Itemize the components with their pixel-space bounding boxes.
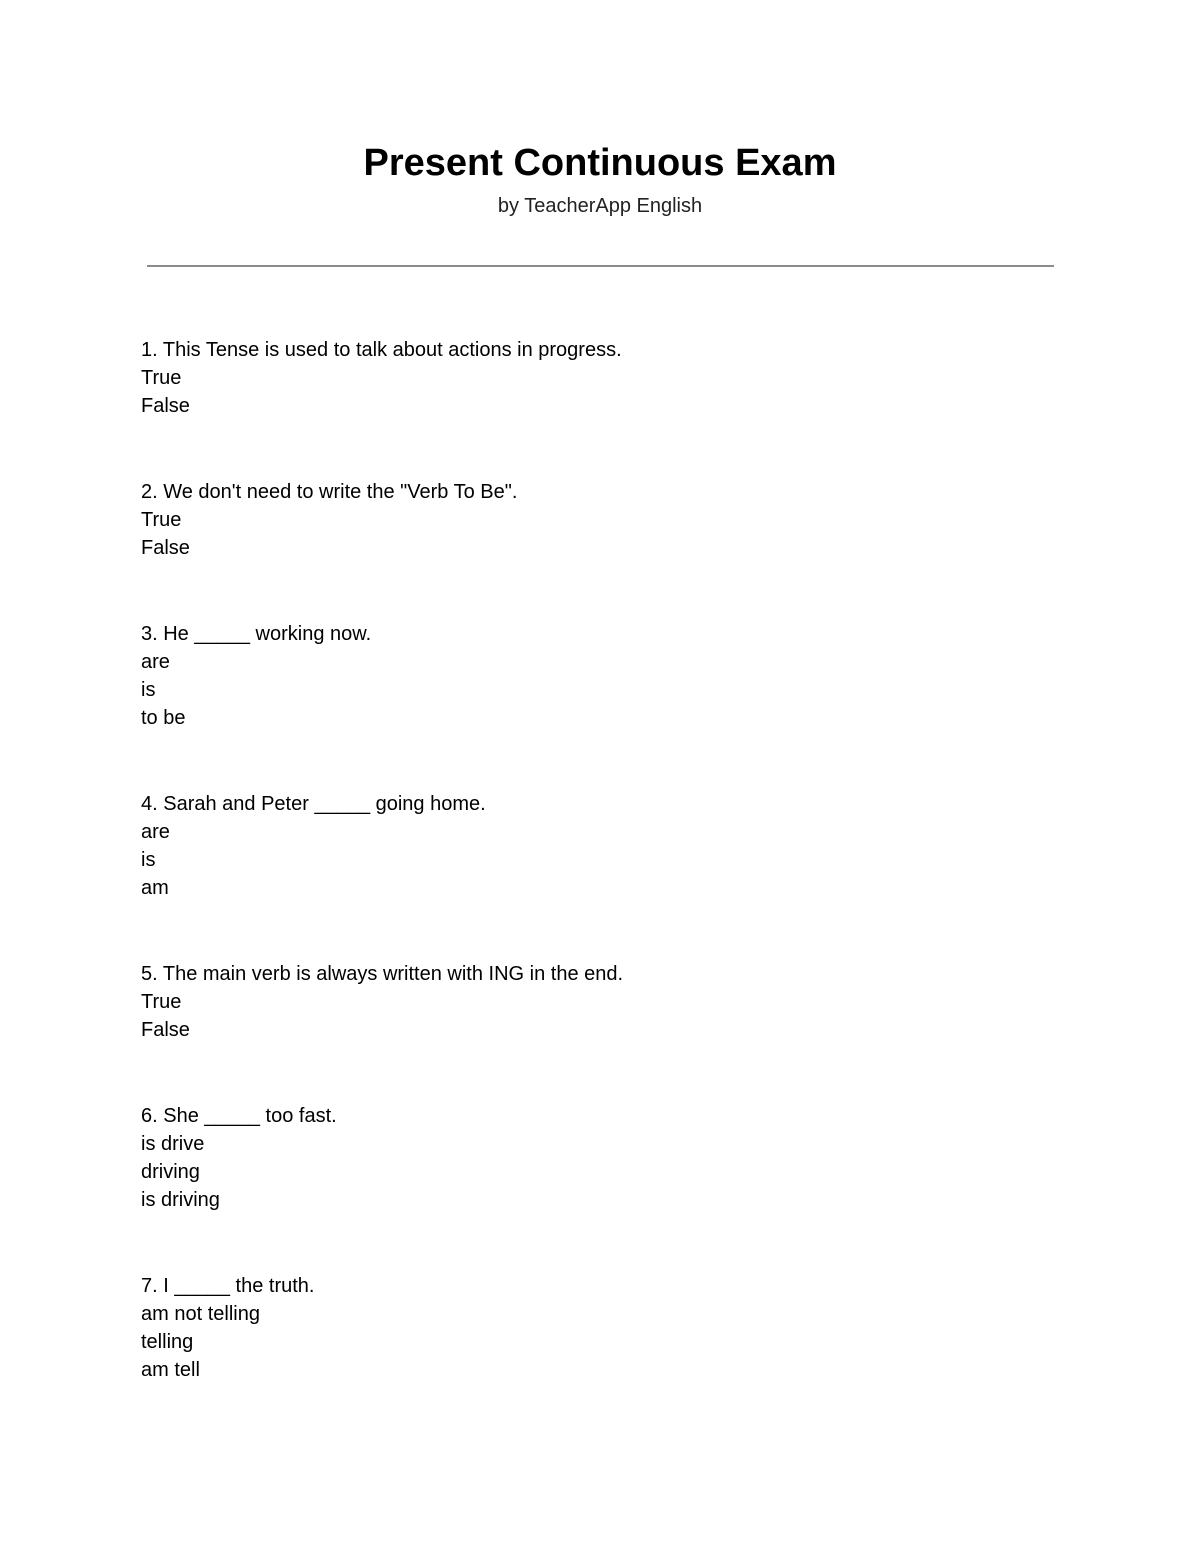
question-5: [141, 960, 1141, 1044]
document-subtitle: by TeacherApp English: [497, 195, 703, 217]
question-text: 2. We don't need to write the "Verb To Be".: [141, 481, 518, 503]
answer-option: is: [141, 679, 156, 701]
question-1: [141, 336, 1141, 420]
answer-option: driving: [141, 1161, 200, 1183]
answer-option: False: [141, 1019, 190, 1041]
question-text: 3. He _____ working now.: [141, 623, 372, 645]
question-text: 6. She _____ too fast.: [141, 1105, 337, 1127]
question-4: [141, 790, 1141, 902]
question-7: [141, 1272, 1141, 1384]
answer-option: is: [141, 849, 156, 871]
header-divider: [147, 265, 1054, 267]
answer-option: False: [141, 537, 190, 559]
answer-option: am not telling: [141, 1303, 260, 1325]
question-text: 7. I _____ the truth.: [141, 1275, 315, 1297]
question-3: [141, 620, 1141, 732]
answer-option: to be: [141, 707, 186, 729]
answer-option: True: [141, 367, 182, 389]
answer-option: am: [141, 877, 169, 899]
question-list: [141, 336, 1141, 1384]
answer-option: True: [141, 509, 182, 531]
question-text: 5. The main verb is always written with ING in the end.: [141, 963, 624, 985]
answer-option: telling: [141, 1331, 194, 1353]
answer-option: am tell: [141, 1359, 200, 1381]
question-text: 4. Sarah and Peter _____ going home.: [141, 793, 486, 815]
answer-option: True: [141, 991, 182, 1013]
question-6: [141, 1102, 1141, 1214]
question-2: [141, 478, 1141, 562]
answer-option: are: [141, 821, 170, 843]
answer-option: is drive: [141, 1133, 205, 1155]
document-title: Present Continuous Exam: [363, 142, 837, 184]
question-text: 1. This Tense is used to talk about actions in progress.: [141, 339, 622, 361]
answer-option: is driving: [141, 1189, 220, 1211]
answer-option: are: [141, 651, 170, 673]
answer-option: False: [141, 395, 190, 417]
